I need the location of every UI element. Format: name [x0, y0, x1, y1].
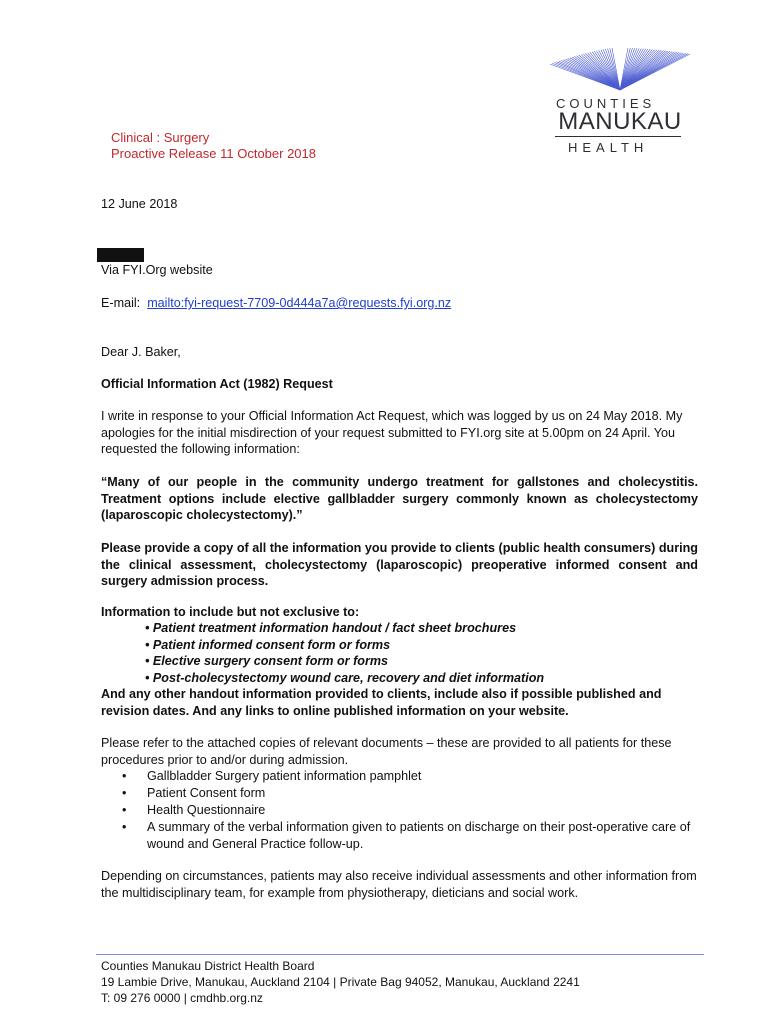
intro-paragraph: I write in response to your Official Information Act Request, which was logged by us on 24 May 2018. My apologies for the initial misdirection of your request submitted to FYI.org site at 5.00pm on 24 April. You requested the following information: [101, 409, 683, 456]
footer [101, 958, 580, 1006]
bullet-glyph: • [122, 769, 127, 783]
refer-paragraph: Please refer to the attached copies of relevant documents – these are provided to all patients for these procedures prior to and/or during admission. [101, 736, 672, 767]
bullet-glyph: • [122, 786, 127, 800]
include-item: • Patient treatment information handout / fact sheet brochures [145, 621, 517, 635]
list-item-text: Gallbladder Surgery patient information pamphlet [147, 769, 422, 783]
letter-date: 12 June 2018 [101, 197, 178, 211]
include-heading: Information to include but not exclusive to: [101, 605, 360, 619]
list-item-text: Health Questionnaire [147, 803, 266, 817]
include-list [145, 620, 544, 686]
include-item: • Post-cholecystectomy wound care, recovery and diet information [145, 670, 545, 685]
header-category: Clinical : Surgery [111, 130, 210, 145]
include-item: • Elective surgery consent form or forms [145, 654, 389, 668]
bullet-glyph: • [122, 820, 127, 834]
list-item-text: Patient Consent form [147, 786, 266, 800]
list-item [122, 819, 702, 853]
request-paragraph: Please provide a copy of all the information you provide to clients (public health consumers) during the clinical assessment, cholecystectomy (laparoscopic) preoperative informed consent and surgery admission process. [101, 541, 698, 588]
via-line: Via FYI.Org website [101, 263, 213, 277]
list-item-text: A summary of the verbal information given to patients on discharge on their post-operative care of wound and General Practice follow-up. [147, 820, 691, 851]
header-release: Proactive Release 11 October 2018 [111, 146, 316, 161]
bullet-glyph: • [122, 803, 127, 817]
email-link[interactable]: mailto:fyi-request-7709-0d444a7a@requests.fyi.org.nz [147, 296, 452, 310]
include-item: • Patient informed consent form or forms [145, 637, 391, 652]
logo-manukau-text: MANUKAU [558, 108, 682, 135]
letter-subject: Official Information Act (1982) Request [101, 377, 333, 391]
counties-manukau-logo-wings [545, 42, 695, 96]
footer-address: 19 Lambie Drive, Manukau, Auckland 2104 | Private Bag 94052, Manukau, Auckland 2241 [101, 975, 580, 989]
salutation: Dear J. Baker, [101, 345, 181, 359]
email-line [101, 295, 698, 312]
logo-health-text: HEALTH [568, 140, 649, 155]
redacted-name-block [97, 248, 144, 262]
logo-counties-text: COUNTIES [556, 96, 656, 111]
list-item [122, 768, 702, 785]
list-item [122, 802, 702, 819]
include-tail: And any other handout information provided to clients, include also if possible published and revision dates. And any links to online published information on your website. [101, 687, 662, 718]
email-label: E-mail: [101, 296, 141, 310]
footer-org: Counties Manukau District Health Board [101, 959, 315, 973]
attached-documents-list [122, 768, 702, 853]
list-item [122, 785, 702, 802]
depending-paragraph: Depending on circumstances, patients may also receive individual assessments and other information from the multidisciplinary team, for example from physiotherapy, dieticians and social work. [101, 869, 697, 900]
footer-divider [96, 954, 704, 955]
footer-contact: T: 09 276 0000 | cmdhb.org.nz [101, 991, 263, 1005]
logo-divider [555, 136, 681, 137]
quoted-request: “Many of our people in the community undergo treatment for gallstones and cholecystitis. Treatment options include elective gallbladder surgery commonly known as cholecystectomy (laparoscopic cholecystectomy).” [101, 475, 698, 522]
